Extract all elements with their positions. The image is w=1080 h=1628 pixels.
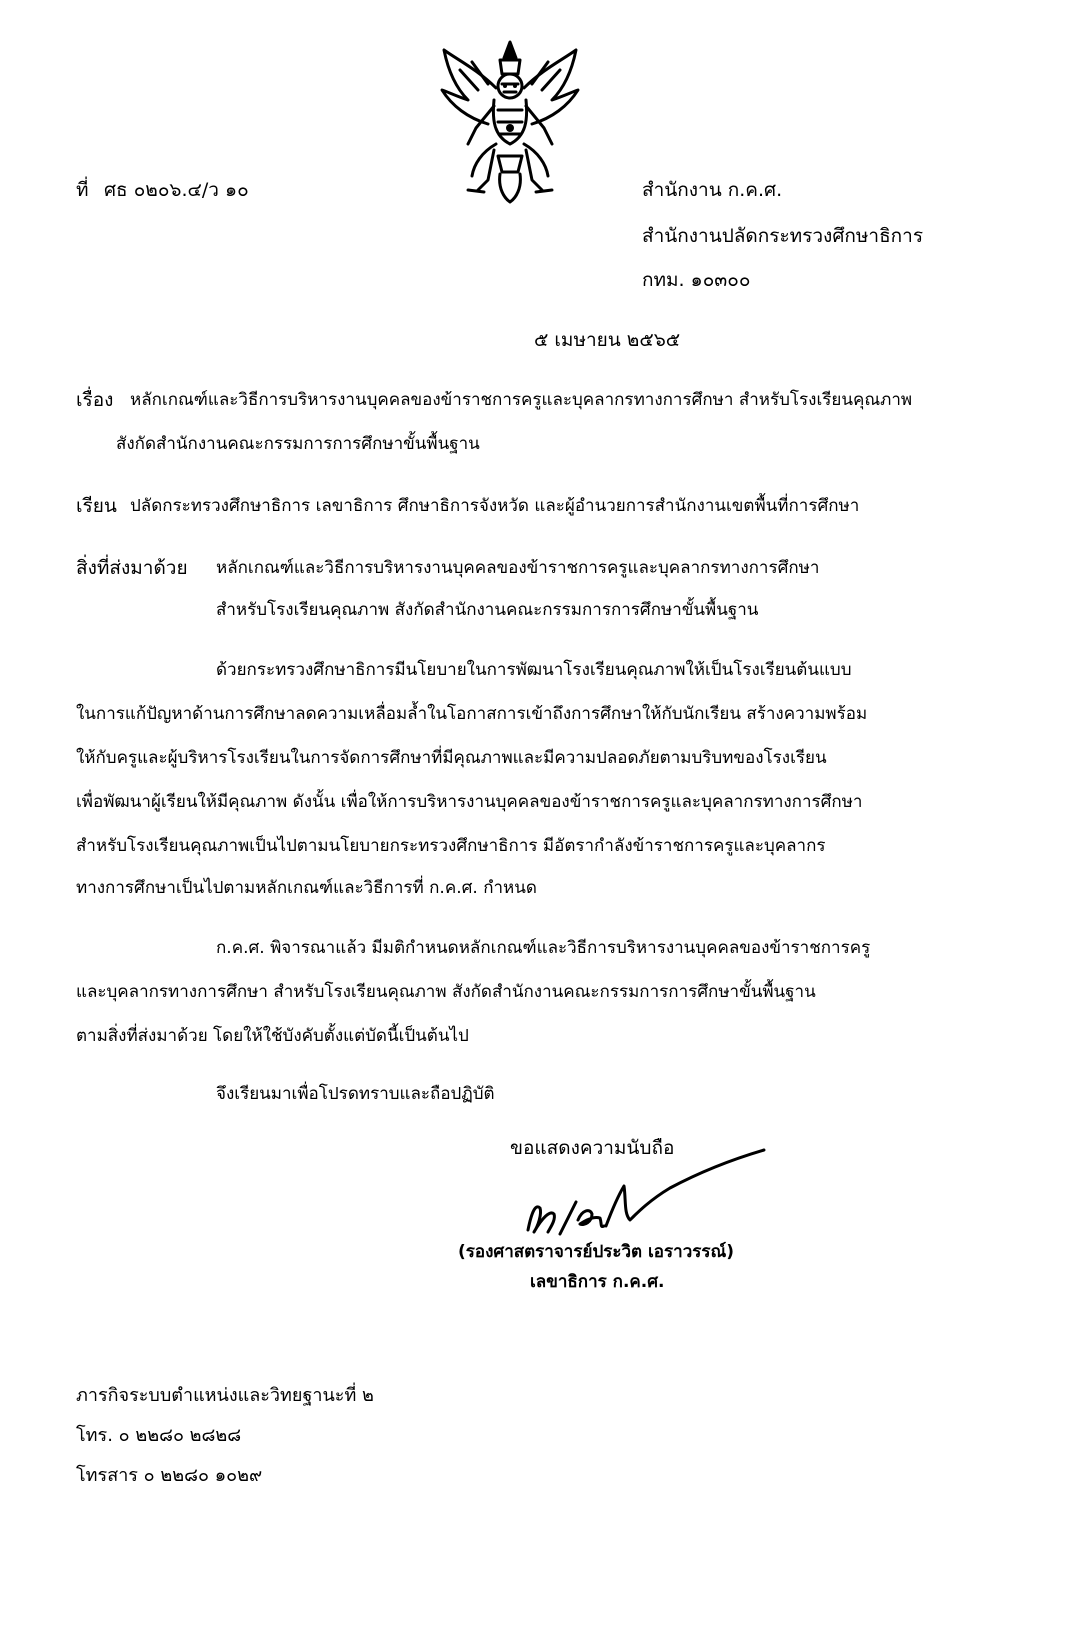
footer-fax: โทรสาร ๐ ๒๒๘๐ ๑๐๒๙: [76, 1465, 263, 1486]
footer-phone: โทร. ๐ ๒๒๘๐ ๒๘๒๘: [76, 1425, 242, 1446]
to-label: เรียน: [76, 495, 117, 517]
subject-label: เรื่อง: [76, 389, 114, 411]
ref-label: ที่: [76, 179, 89, 201]
signatory-name: (รองศาสตราจารย์ประวิต เอราวรรณ์): [458, 1242, 735, 1262]
para2-line-1: ก.ค.ศ. พิจารณาแล้ว มีมติกำหนดหลักเกณฑ์และวิธีการบริหารงานบุคคลของข้าราชการครู: [216, 938, 871, 958]
office-line-2: สำนักงานปลัดกระทรวงศึกษาธิการ: [642, 225, 924, 247]
para2-line-2: และบุคลากรทางการศึกษา สำหรับโรงเรียนคุณภาพ สังกัดสำนักงานคณะกรรมการการศึกษาขั้นพื้นฐาน: [76, 982, 816, 1002]
enclosure-label: สิ่งที่ส่งมาด้วย: [76, 557, 188, 579]
letter-date: ๕ เมษายน ๒๕๖๕: [534, 329, 681, 351]
signature-icon: [520, 1148, 770, 1248]
office-line-1: สำนักงาน ก.ค.ศ.: [642, 179, 783, 201]
para1-line-4: เพื่อพัฒนาผู้เรียนให้มีคุณภาพ ดังนั้น เพื่อให้การบริหารงานบุคคลของข้าราชการครูและบุคลากรทางการศึกษา: [76, 792, 863, 812]
subject-line-1: หลักเกณฑ์และวิธีการบริหารงานบุคคลของข้าราชการครูและบุคลากรทางการศึกษา สำหรับโรงเรียนคุณภาพ: [130, 390, 913, 410]
enclosure-line-2: สำหรับโรงเรียนคุณภาพ สังกัดสำนักงานคณะกรรมการการศึกษาขั้นพื้นฐาน: [216, 600, 759, 620]
para1-line-3: ให้กับครูและผู้บริหารโรงเรียนในการจัดการศึกษาที่มีคุณภาพและมีความปลอดภัยตามบริบทของโรงเรียน: [76, 748, 827, 768]
regards-text: ขอแสดงความนับถือ: [510, 1137, 675, 1159]
ref-number: ศธ ๐๒๐๖.๔/ว ๑๐: [104, 179, 249, 201]
enclosure-line-1: หลักเกณฑ์และวิธีการบริหารงานบุคคลของข้าราชการครูและบุคลากรทางการศึกษา: [216, 558, 820, 578]
footer-department: ภารกิจระบบตำแหน่งและวิทยฐานะที่ ๒: [76, 1385, 374, 1406]
para1-line-6: ทางการศึกษาเป็นไปตามหลักเกณฑ์และวิธีการที่ ก.ค.ศ. กำหนด: [76, 878, 537, 898]
to-text: ปลัดกระทรวงศึกษาธิการ เลขาธิการ ศึกษาธิการจังหวัด และผู้อำนวยการสำนักงานเขตพื้นที่การศึกษา: [130, 496, 860, 516]
para1-line-2: ในการแก้ปัญหาด้านการศึกษาลดความเหลื่อมล้ำในโอกาสการเข้าถึงการศึกษาให้กับนักเรียน สร้างความพร้อม: [76, 704, 868, 724]
para2-line-3: ตามสิ่งที่ส่งมาด้วย โดยให้ใช้บังคับตั้งแต่บัดนี้เป็นต้นไป: [76, 1026, 469, 1046]
closing-request: จึงเรียนมาเพื่อโปรดทราบและถือปฏิบัติ: [216, 1084, 495, 1104]
garuda-emblem-icon: [438, 40, 582, 204]
subject-line-2: สังกัดสำนักงานคณะกรรมการการศึกษาขั้นพื้นฐาน: [116, 434, 480, 454]
office-line-3: กทม. ๑๐๓๐๐: [642, 269, 751, 291]
para1-line-5: สำหรับโรงเรียนคุณภาพเป็นไปตามนโยบายกระทรวงศึกษาธิการ มีอัตรากำลังข้าราชการครูและบุคลากร: [76, 836, 826, 856]
signatory-position: เลขาธิการ ก.ค.ศ.: [530, 1272, 665, 1292]
para1-line-1: ด้วยกระทรวงศึกษาธิการมีนโยบายในการพัฒนาโรงเรียนคุณภาพให้เป็นโรงเรียนต้นแบบ: [216, 660, 852, 680]
